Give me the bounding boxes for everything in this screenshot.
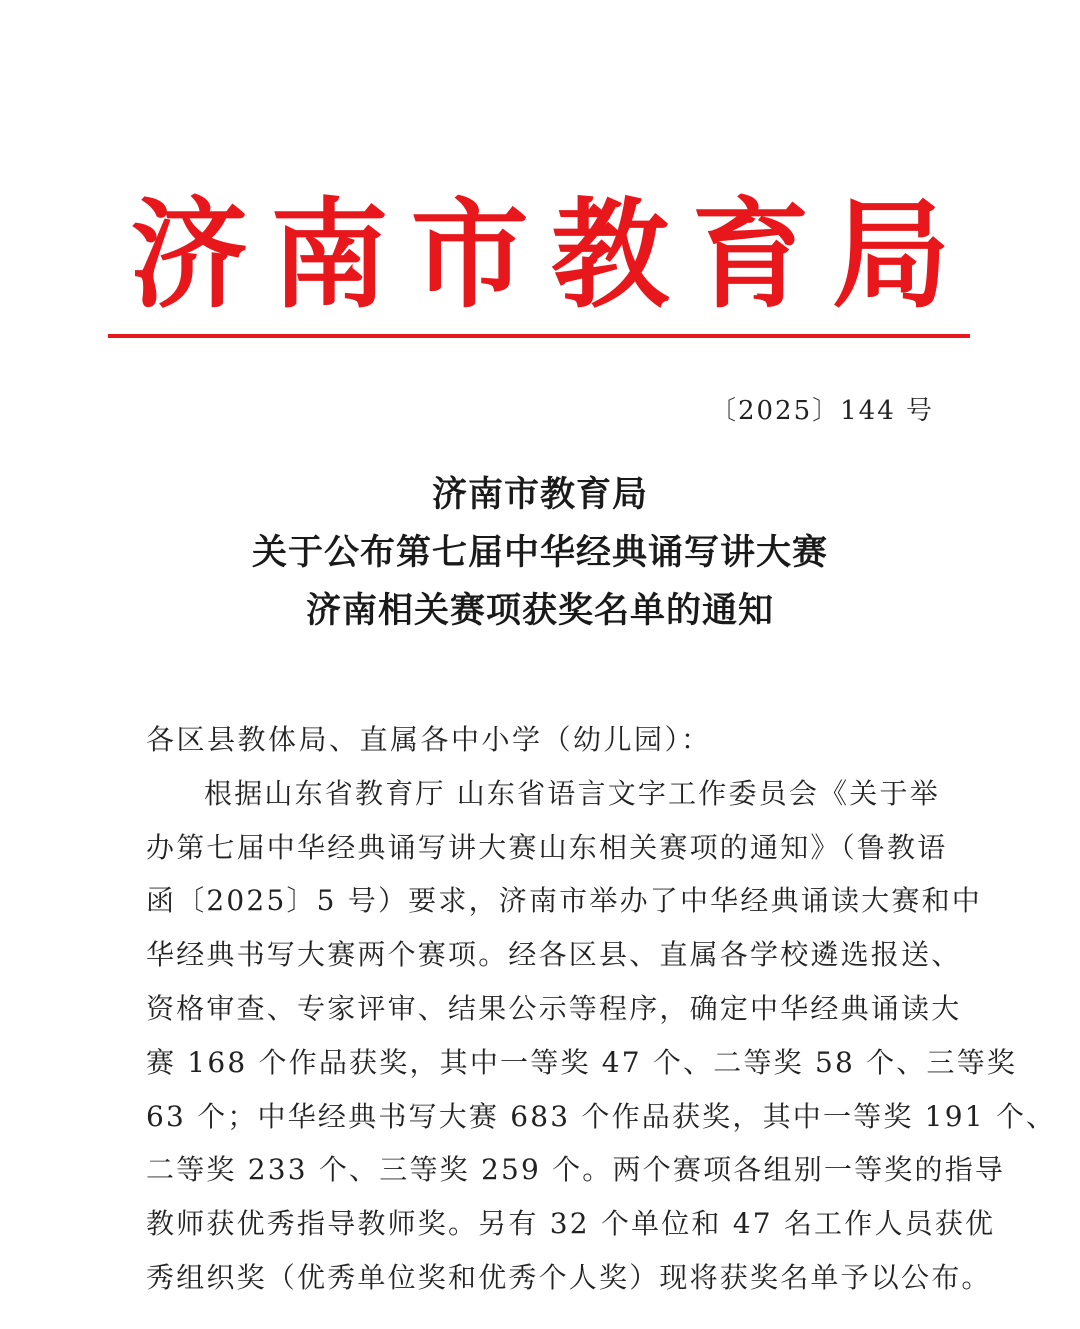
addressee-line: 各区县教体局、直属各中小学（幼儿园）： [146, 723, 712, 756]
agency-masthead [130, 185, 950, 324]
document-body [146, 713, 1057, 1305]
body-line: 函〔2025〕5 号）要求，济南市举办了中华经典诵读大赛和中 [146, 884, 982, 918]
masthead-char: 局 [831, 185, 950, 324]
masthead-char: 教 [551, 185, 670, 324]
body-line: 赛 168 个作品获奖，其中一等奖 47 个、二等奖 58 个、三等奖 [146, 1045, 1018, 1079]
body-line: 63 个；中华经典书写大赛 683 个作品获奖，其中一等奖 191 个、 [146, 1099, 1057, 1133]
title-line-1: 济南市教育局 [431, 474, 648, 515]
masthead-char: 济 [130, 185, 249, 324]
body-line: 资格审查、专家评审、结果公示等程序，确定中华经典诵读大 [146, 991, 962, 1025]
body-line: 二等奖 233 个、三等奖 259 个。两个赛项各组别一等奖的指导 [146, 1153, 1006, 1187]
title-line-3: 济南相关赛项获奖名单的通知 [305, 590, 774, 631]
masthead-char: 市 [410, 185, 529, 324]
body-line: 根据山东省教育厅 山东省语言文字工作委员会《关于举 [204, 776, 940, 810]
body-line: 办第七届中华经典诵写讲大赛山东相关赛项的通知》（鲁教语 [146, 830, 948, 864]
document-title [0, 466, 1080, 640]
masthead-char: 育 [691, 185, 810, 324]
body-line: 秀组织奖（优秀单位奖和优秀个人奖）现将获奖名单予以公布。 [146, 1260, 992, 1294]
body-line: 教师获优秀指导教师奖。另有 32 个单位和 47 名工作人员获优 [146, 1207, 996, 1241]
body-line: 华经典书写大赛两个赛项。经各区县、直属各学校遴选报送、 [146, 938, 962, 972]
red-divider-line [108, 334, 970, 338]
document-number: 〔2025〕144 号 [709, 396, 934, 426]
title-line-2: 关于公布第七届中华经典诵写讲大赛 [251, 532, 828, 573]
masthead-char: 南 [270, 185, 389, 324]
